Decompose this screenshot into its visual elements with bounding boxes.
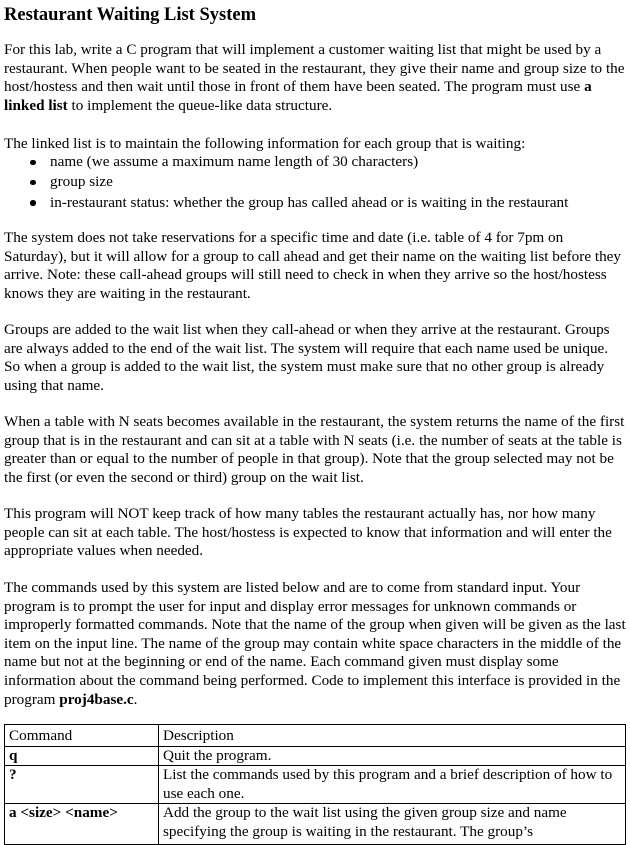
page-title: Restaurant Waiting List System	[4, 5, 256, 25]
table-row	[5, 804, 626, 845]
command-cell: a <size> <name>	[5, 804, 159, 845]
column-header-description: Description	[159, 725, 626, 747]
bullet-item: in-restaurant status: whether the group has called ahead or is waiting in the restaurant	[4, 193, 626, 213]
intro-bold-text: a linked list	[4, 78, 592, 114]
commands-paragraph	[4, 579, 626, 709]
tracking-paragraph: This program will NOT keep track of how many tables the restaurant actually has, nor how many people can sit at each table. The host/hostess is expected to know that information and will enter the appropriate values when needed.	[4, 505, 612, 560]
command-cell: ?	[5, 766, 159, 804]
description-cell: Quit the program.	[159, 746, 626, 766]
filename-bold-text: proj4base.c	[59, 690, 134, 708]
table-row	[5, 746, 626, 766]
info-bullet-list	[4, 152, 626, 213]
intro-text: For this lab, write a C program that will implement a customer waiting list that might be used by a restaurant. When people want to be seated in the restaurant, they give their name and group size to the host/hostess and then wait until those in front of them have been seated. The program must use	[4, 41, 625, 96]
description-cell: List the commands used by this program and a brief description of how to use each one.	[159, 766, 626, 804]
command-cell: q	[5, 746, 159, 766]
description-text: Add the group to the wait list using the given group size and name specifying the group is waiting in the restaurant. The group’s	[163, 804, 567, 840]
groups-paragraph: Groups are added to the wait list when they call-ahead or when they arrive at the restaurant. Groups are always added to the end of the wait list. The system will require that each name used be unique. So when a group is added to the wait list, the system must make sure that no other group is already using that name.	[4, 321, 610, 394]
commands-table	[4, 724, 626, 845]
intro-paragraph	[4, 41, 626, 115]
description-cell	[159, 804, 626, 845]
bullet-item: name (we assume a maximum name length of 30 characters)	[4, 152, 626, 172]
list-intro-paragraph: The linked list is to maintain the following information for each group that is waiting:	[4, 135, 526, 152]
reservations-paragraph: The system does not take reservations for a specific time and date (i.e. table of 4 for 7pm on Saturday), but it will allow for a group to call ahead and get their name on the waiting list before they arrive. Note: these call-ahead groups will still need to check in when they arrive so the host/hostess knows they are waiting in the restaurant.	[4, 229, 622, 302]
bullet-item: group size	[4, 172, 626, 192]
intro-text-end: to implement the queue-like data structure.	[67, 96, 333, 114]
table-row	[5, 766, 626, 804]
column-header-command: Command	[5, 725, 159, 747]
commands-text: The commands used by this system are listed below and are to come from standard input. Your program is to prompt the user for input and display error messages for unknown commands or improperly formatted commands. Note that the name of the group when given will be given as the last item on the input line. The name of the group may contain white space characters in the middle of the name but not at the beginning or end of the name. Each command given must display some information about the command being performed. Code to implement this interface is provided in the program	[4, 579, 626, 708]
commands-text-end: .	[133, 690, 138, 708]
table-header-row	[5, 725, 626, 747]
table-availability-paragraph: When a table with N seats becomes available in the restaurant, the system returns the name of the first group that is in the restaurant and can sit at a table with N seats (i.e. the number of seats at the table is greater than or equal to the number of people in that group). Note that the group selected may not be the first (or even the second or third) group on the wait list.	[4, 413, 625, 486]
